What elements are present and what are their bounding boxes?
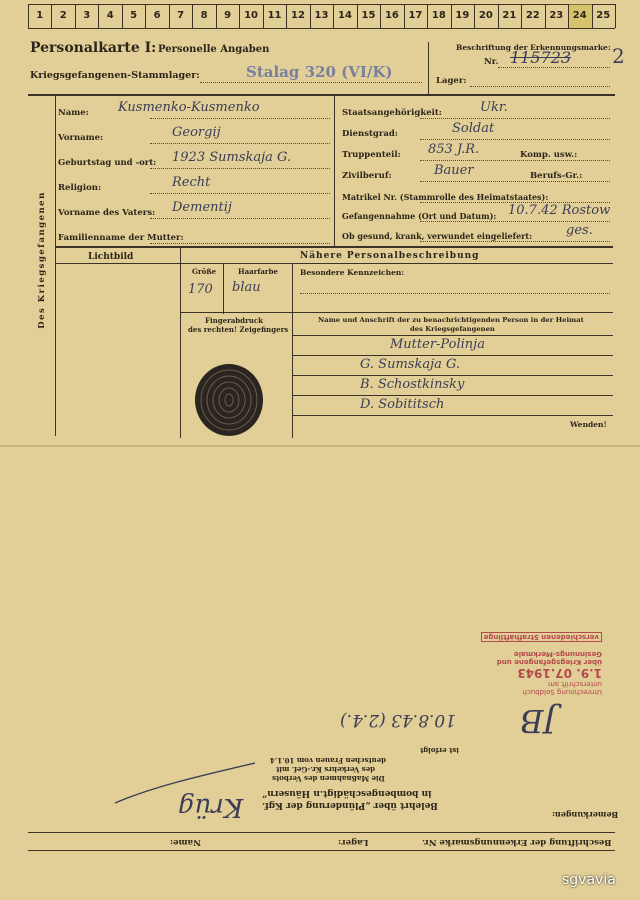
right-field-value: Bauer (434, 163, 474, 178)
number-cell: 19 (455, 10, 470, 21)
number-cell: 15 (361, 10, 376, 21)
fingerprint-icon (192, 360, 266, 438)
number-cell: 20 (478, 10, 493, 21)
lichtbild-label: Lichtbild (88, 252, 134, 262)
card-subtitle: Personelle Angaben (158, 44, 270, 55)
signature: Krüg (178, 792, 244, 822)
number-cell: 23 (549, 10, 564, 21)
groesse-value: 170 (188, 282, 213, 297)
back-name-label: Name: (170, 837, 201, 847)
printed-line-4: ist erfolgt (420, 746, 459, 755)
number-cell: 22 (525, 10, 540, 21)
number-cell: 17 (408, 10, 423, 21)
number-cell: 14 (338, 10, 352, 21)
belehrt-line-1: Belehrt über „Plünderung der Kgf. (262, 800, 438, 810)
left-field-value: Dementij (172, 200, 232, 215)
right-field-label: Gefangennahme (Ort und Datum): (342, 211, 497, 221)
contact-line: D. Sobititsch (360, 397, 445, 412)
printed-line-1: Die Maßnahmen des Verbots (272, 774, 385, 783)
contact-line: Mutter-Polinja (390, 337, 485, 352)
contact-line: G. Sumskaja G. (360, 357, 461, 372)
number-cell: 3 (83, 10, 91, 21)
number-cell: 9 (224, 10, 232, 21)
side-label: Des Kriegsgefangenen (37, 191, 47, 329)
contact-label-1: Name und Anschrift der zu benachrichtigenden Person in der Heimat (318, 316, 584, 324)
erkennungsmarke-label: Beschriftung der Erkennungsmarke: (456, 43, 611, 52)
number-cell: 10 (244, 10, 258, 21)
contact-label-2: des Kriegsgefangenen (410, 325, 495, 333)
number-cell: 8 (200, 10, 208, 21)
left-field-value: Georgij (172, 125, 221, 140)
fold-line (0, 445, 640, 447)
number-cell: 2 (59, 10, 67, 21)
lager-label-top: Lager: (436, 76, 467, 86)
number-cell: 16 (384, 10, 399, 21)
zeigefinger-label: des rechten! Zeigefingers (188, 325, 289, 334)
right-field-value: 10.7.42 Rostow (508, 203, 611, 218)
left-field-value: Recht (172, 175, 211, 190)
number-cell: 4 (106, 10, 114, 21)
right-field-value: Ukr. (480, 100, 508, 115)
kennzeichen-label: Besondere Kennzeichen: (300, 268, 405, 277)
right-field-label: Ob gesund, krank, verwundet eingeliefert: (342, 231, 533, 241)
left-field-label: Vorname des Vaters: (58, 208, 156, 218)
belehrt-line-2: in bombengeschädigt.n Häusern“ (262, 788, 432, 798)
right-field-label: Staatsangehörigkeit: (342, 108, 442, 118)
card-title: Personalkarte I: (30, 40, 157, 56)
wenden-label: Wenden! (570, 420, 607, 429)
number-cell: 13 (314, 10, 329, 21)
bemerkungen-label: Bemerkungen: (552, 810, 619, 820)
number-cell: 18 (431, 10, 446, 21)
stammlager-label: Kriegsgefangenen-Stammlager: (30, 70, 200, 81)
back-erkennung-label: Beschriftung der Erkennungsmarke Nr. (422, 837, 612, 847)
right-field-value: 853 J.R. (428, 142, 480, 157)
number-cell: 1 (36, 10, 44, 21)
corner-mark: 2 (612, 44, 625, 68)
printed-line-2: des Verkehrs Kr.-Gef. mit (276, 765, 375, 774)
contact-line: B. Schostkinsky (360, 377, 465, 392)
right-field-value: ges. (566, 223, 593, 238)
back-lager-label: Lager: (338, 837, 369, 847)
right-field-value: Soldat (452, 121, 495, 136)
initials: JB (520, 702, 557, 740)
handwritten-date: 10.8.43 (2.4.) (340, 710, 456, 730)
red-stamp: Umrechnung Soldbuch unterschrift am 1.9. 07.1943 über Kriegsgefangene und Gesinnungs-Merkmale verschiedenen Strafhäftlinge (452, 608, 602, 698)
haarfarbe-label: Haarfarbe (238, 267, 278, 276)
signature-stroke (110, 758, 260, 808)
left-field-value: Kusmenko-Kusmenko (118, 100, 260, 115)
watermark: sgvavia (562, 872, 616, 888)
number-cell: 21 (502, 10, 517, 21)
number-cell: 7 (177, 10, 185, 21)
left-field-label: Name: (58, 108, 89, 118)
right-field-label: Matrikel Nr. (Stammrolle des Heimatstaates): (342, 192, 549, 202)
number-cell: 6 (153, 10, 161, 21)
left-field-value: 1923 Sumskaja G. (172, 150, 292, 165)
stammlager-stamp: Stalag 320 (VI/K) (246, 63, 393, 81)
printed-line-3: deutschen Frauen vom 10.1.4 (270, 756, 387, 765)
personalbeschreibung-label: Nähere Personalbeschreibung (300, 251, 480, 261)
number-cell: 11 (267, 10, 282, 21)
number-cell: 24 (568, 4, 591, 28)
right-field-label: Zivilberuf: (342, 171, 392, 181)
number-cell: 12 (291, 10, 305, 21)
right-field-extra-label: Berufs-Gr.: (530, 171, 583, 181)
fingerabdruck-label: Fingerabdruck (205, 316, 263, 325)
groesse-label: Größe (192, 267, 217, 276)
nr-label: Nr. (484, 57, 499, 67)
left-field-label: Religion: (58, 183, 102, 193)
left-field-label: Geburtstag und -ort: (58, 158, 157, 168)
haarfarbe-value: blau (232, 280, 261, 295)
number-cell: 5 (130, 10, 138, 21)
left-field-label: Vorname: (58, 133, 104, 143)
right-field-extra-label: Komp. usw.: (520, 150, 578, 160)
right-field-label: Truppenteil: (342, 150, 401, 160)
right-field-label: Dienstgrad: (342, 129, 398, 139)
number-cell: 25 (596, 10, 611, 21)
nr-value: 115723 (510, 48, 572, 67)
left-field-label: Familienname der Mutter: (58, 233, 184, 243)
